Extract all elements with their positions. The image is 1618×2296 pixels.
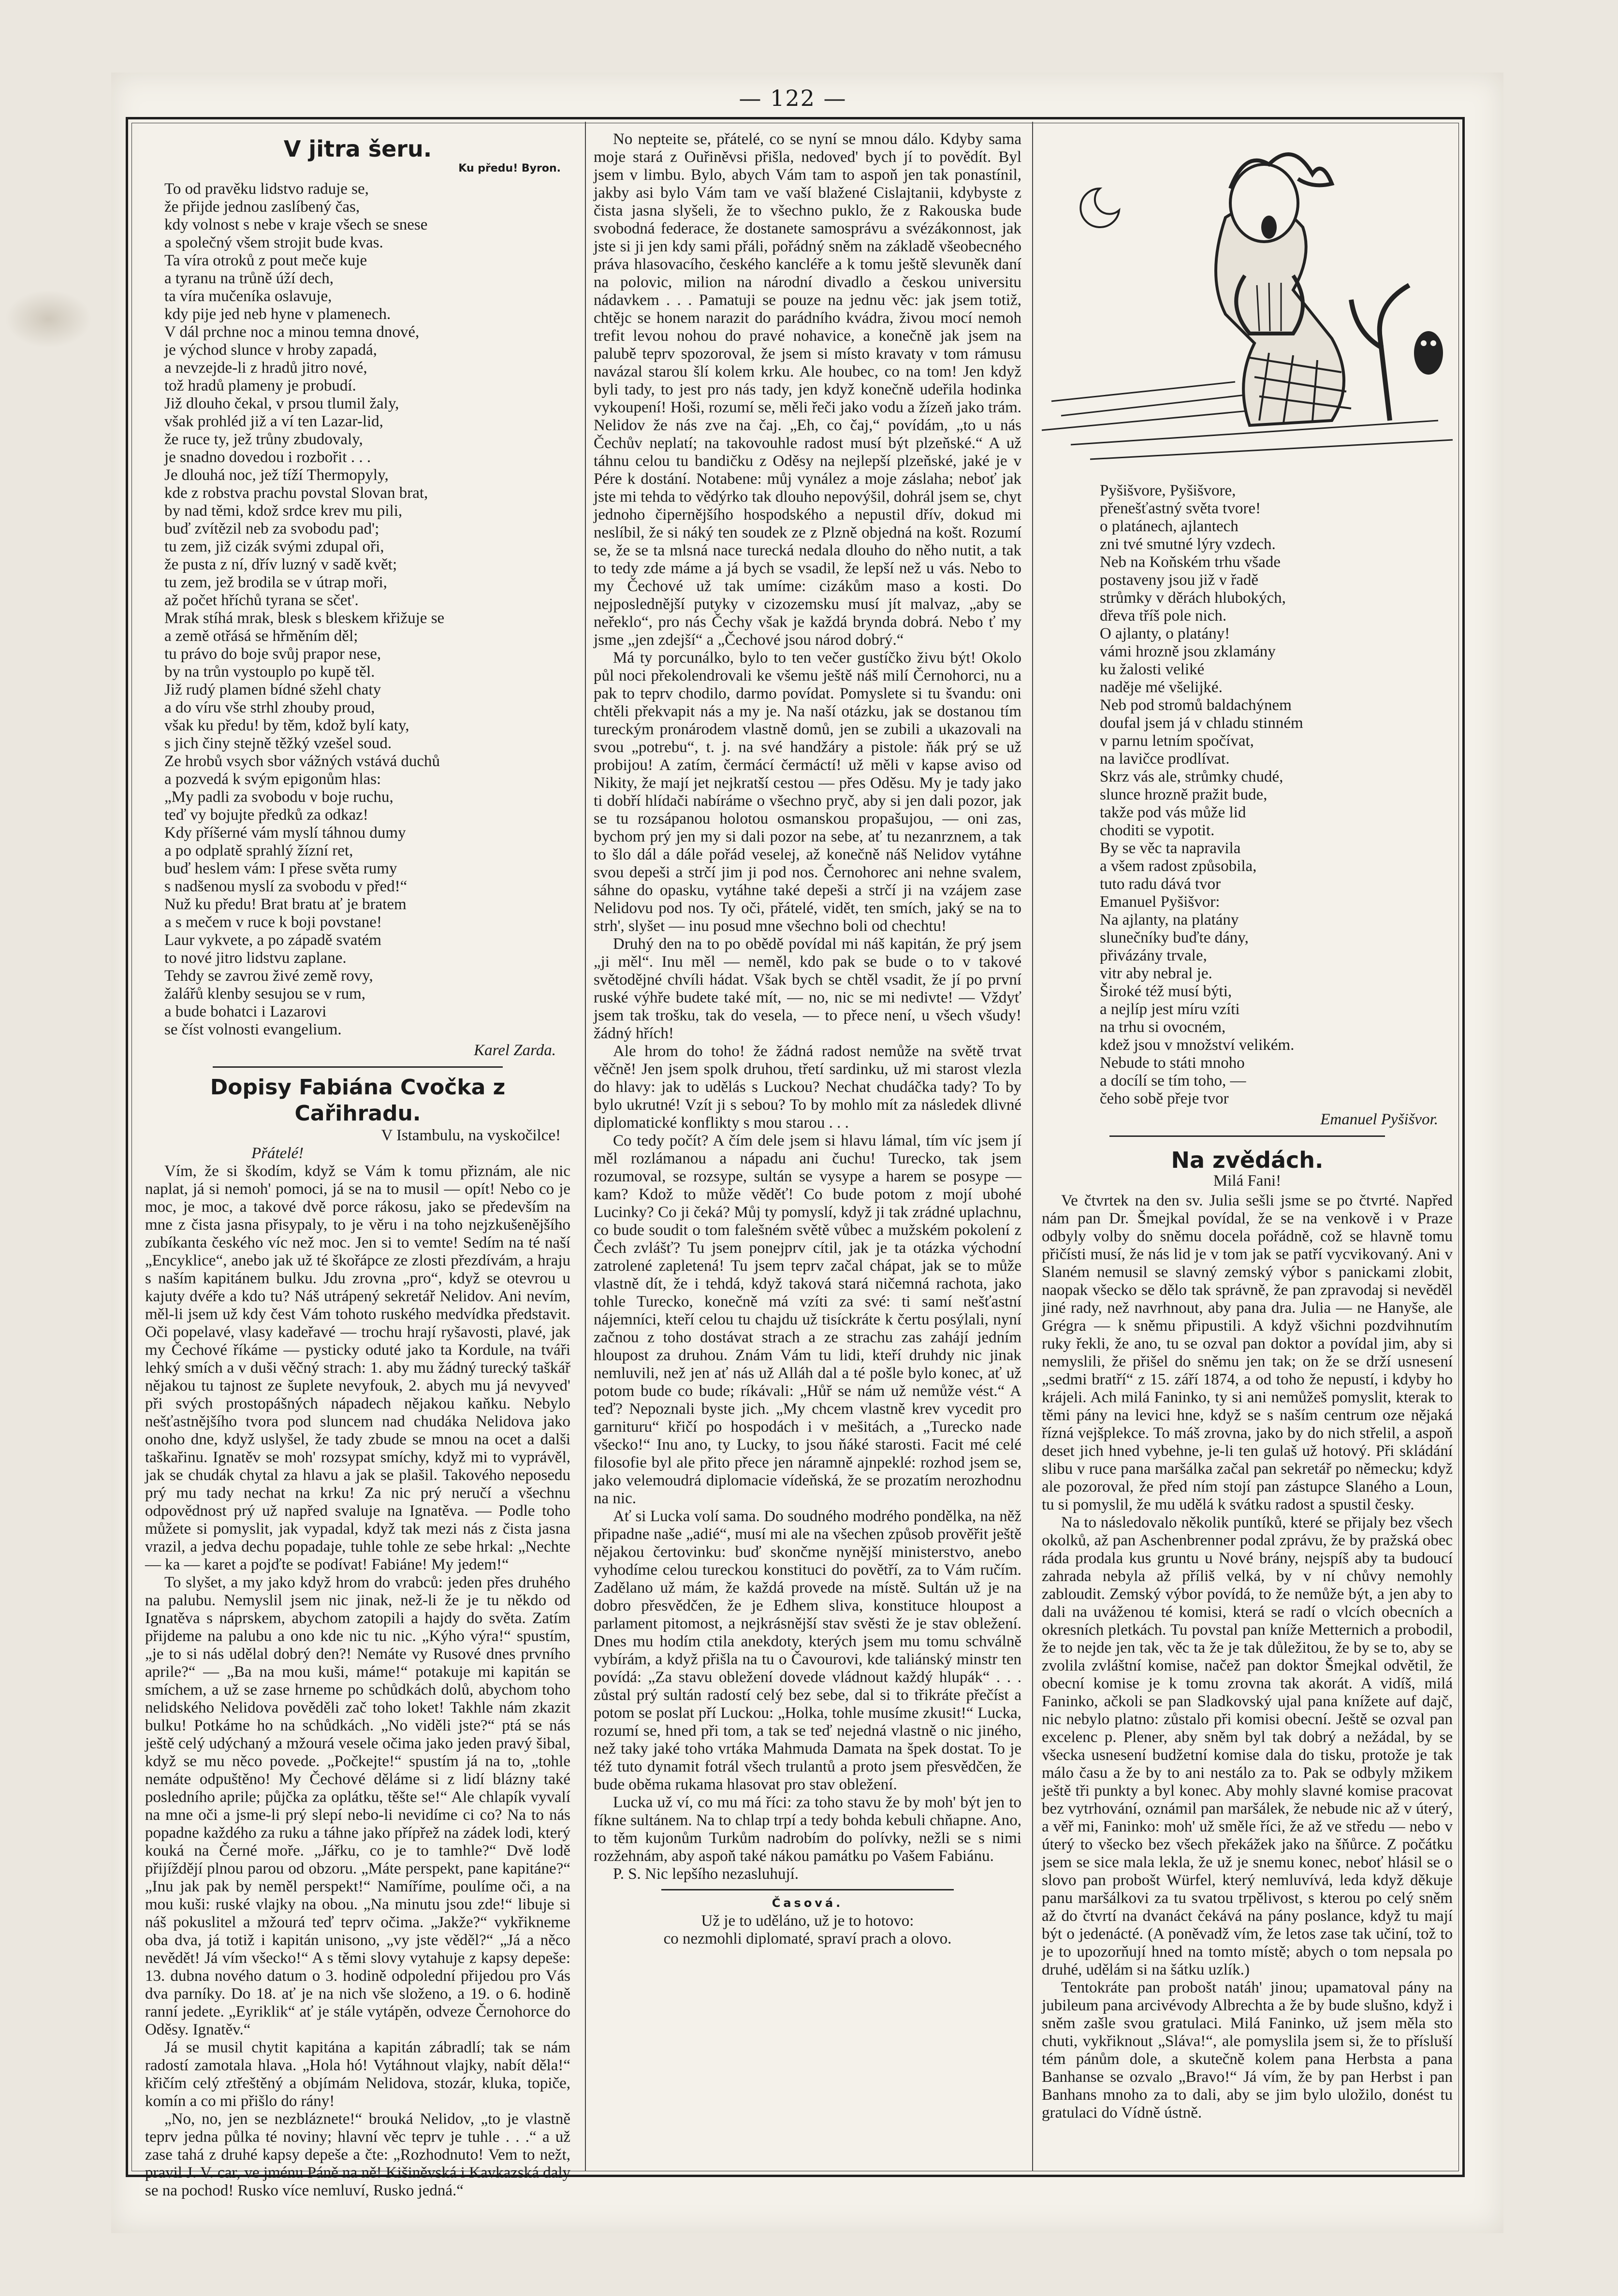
paragraph: Má ty porcunálko, bylo to ten večer gustíčko živu být! Okolo půl noci překolendrovali ke všemu ještě náš milí Černohorci, nu a pak to teprv chodilo, darmo povídat. Pomyslete si tu švandu: oni chtěli překvapit nás a my je. Na naší otázku, jak se dostanou tím tureckým pronárodem vlastně domů, jen se zubili a ukazovali na svou „potrebu“, t. j. na své handžáry a pistole: ňák prý se už probijou! A zatím, čermácí čermáctí! už měli v kapse aviso od Nikity, že mají jet nejkratší cestou — přes Oděsu. My je tady jako ti dobří hlídači nabíráme o všechno pryč, aby si jen dali pozor, jak se tu rozsápanou holotou osmanskou propašujou, — oni zas, bychom prý jen my si dali pozor na sebe, ať tu nezanrznem, a tak to šlo dál a dále pořád veselej, až konečně náš Nelidov vytáhne svou depeši a strčí jim ji pod nos. Černohorec ani nehne svalem, sáhne do opasku, vytáhne také depeši a strčí ji na vzájem zase Nelidovu pod nos. Ty oči, přátelé, vidět, ten smích, jaký se na to strh', slyšet — inu posud mne všechno boli od chechtu!	[594, 649, 1021, 935]
paragraph: Ve čtvrtek na den sv. Julia sešli jsme se po čtvrté. Napřed nám pan Dr. Šmejkal povídal, že se na venkově i v Praze odbyly volby do sněmu docela pořádně, což se hlavně tomu přičísti musí, že nás lid je v tom jak se patří vycvikovaný. Ani v Slaném nemusil se slavný zemský výbor s panickami zlobit, naopak všecko se dělo tak správně, že pan zpravodaj si nevěděl jiné rady, než navrhnout, aby pana dra. Julia — ne Hanyše, ale Grégra — k sněmu připustili. A když všichni pozdvihnutím ruky řekli, že ano, tu se ozval pan doktor a povídal jim, aby si nemyslili, že přišel do sněmu jen tak; on že se drží usnesení „sedmi bratří“ z 15. září 1874, a od toho že nepustí, i kdyby ho krájeli. Ach milá Faninko, ty si ani nemůžeš pomyslit, kterak to těmi pány na levici hne, když se s naším centrum oze nějaká řízná vejšplekce. To máš zrovna, jako by do nich střelil, a aspoň deset jich hned vybehne, je-li ten gulaš už hotový. Při skládání slibu v ruce pana maršálka začal pan sekretář po německu; když ale pozoroval, že před ním stojí pan zástupce Slaného a Loun, tu si pomyslil, že mu udělá k svátku radost a spustil česky.	[1042, 1192, 1453, 1513]
paragraph: Ať si Lucka volí sama. Do soudného modrého pondělka, na něž připadne naše „adié“, musí mi ale na všechen způsob prověřit ještě nějakou čertovinku: buď skončme nynější ministerstvo, anebo vyhodíme celou tureckou konstituci do povětří, za to Vám ručím. Zadělano už mám, že každá provede na místě. Sultán už je na dobro přesvědčen, že je Edhem sliva, konstituce hloupost a parlament pitomost, a nejkrásnější stav svěsti že je stav obležení. Dnes mu hodím ctila anekdoty, kterých jsem mu tomu schválně vybírám, a když přišla na tu o Čavourovi, kde taliánský minstr ten povídá: „Za stavu obležení dovede vládnout každý hlupák“ . . . zůstal prý sultán radostí celý bez sebe, dal si to třikráte přečíst a potom se poslat pří Luckou: „Holka, tohle musíme zkusit!“ Lucka, rozumí se, hned při tom, a tak se teď nejedná vlastně o nic jiného, než taky jaké toho vrtáka Mahmuda Damata na špek dostat. To je též tuto dynamit fotrál všech trulantů a proto jsem přesvědčen, že bude oběma rukama hlasovat pro stav obležení.	[594, 1508, 1021, 1793]
poem-text: To od pravěku lidstvo raduje se, že přijde jednou zaslíbený čas, kdy volnost s nebe v kraje všech se snese a společný všem strojit bude kvas. Ta víra otroků z pout meče kuje a tyranu na trůně úží dech, ta víra mučeníka oslavuje, kdy pije jed neb hyne v plamenech. V dál prchne noc a minou temna dnové, je východ slunce v hroby zapadá, a nevzejde-li z hradů jitro nové, tož hradů plameny je probudí. Již dlouho čekal, v prsou tlumil žaly, však prohléd již a ví ten Lazar-lid, že ruce ty, jež trůny zbudovaly, je snadno dovedou i rozbořit . . . Je dlouhá noc, jež tíží Thermopyly, kde z robstva prachu povstal Slovan brat, by nad těmi, kdož srdce krev mu pili, buď zvítězil neb za svobodu pad'; tu zem, již cizák svými zdupal oři, že pusta z ní, dřív luzný v sadě květ; tu zem, jež brodila se v útrap moři, až počet hříchů tyrana se sčet'. Mrak stíhá mrak, blesk s bleskem křižuje se a země otřásá se hřměním děl; tu právo do boje svůj prapor nese, by na trůn vystouplo po kupě těl. Již rudý plamen bídné sžehl chaty a do víru vše strhl zhouby proud, však ku předu! by těm, kdož bylí katy, s jich činy stejně těžký vzešel soud. Ze hrobů vsych sbor vážných vstává duchů a pozvedá k svým epigonům hlas: „My padli za svobodu v boje ruchu, teď vy bojujte předků za odkaz! Kdy příšerné vám myslí táhnou dumy a po odplatě sprahlý žízní ret, buď heslem vám: I přese světa rumy s nadšenou myslí za svobodu v před!“ Nuž ku předu! Brat bratu ať je bratem a s mečem v ruce k boji povstane! Laur vykvete, a po západě svatém to nové jitro lidstvu zaplane. Tehdy se zavrou živé země rovy, žalářů klenby sesujou se v rum, a bude bohatci i Lazarovi se číst volnosti evangelium.	[164, 180, 445, 1038]
poem-epigraph: Ku předu! Byron.	[458, 162, 561, 174]
article-title: Na zvědách.	[1171, 1147, 1324, 1173]
paragraph: Druhý den na to po obědě povídal mi náš kapitán, že prý jsem „ji měl“. Inu měl — neměl, kdo pak se bude o to v takové světodějné chvíli hádat. Však bych se chtěl vsadit, že jí po první ruské výhře budete také mít, — no, nic se mi nedivte! — Vždyť jsem tak trošku, tak do vesela, — to přece není, u všech všudy! žádný hřích!	[594, 935, 1021, 1042]
letter-greeting: Přátelé!	[251, 1145, 304, 1162]
letter-place: V Istambulu, na vyskočilce!	[381, 1127, 561, 1144]
paragraph: Na to následovalo několik puntíků, které se přijaly bez všech okolků, až pan Aschenbrenner podal zprávu, že by pražská obec ráda prodala kus gruntu u Nové brány, nejspíš aby ta budoucí zahrada nebyla až příliš velká, by v ní chůvy nemohly zabloudit. Zemský výbor povídá, to že nemůže být, a jen aby to dali na uváženou té komisi, která se radí o vlcích obecních a okresních pletkách. Tu povstal pan kníže Metternich a probodil, že to nejde jen tak, věc ta že je tak důležitou, že by se to, aby se zvolila zvláštní komise, načež pan doktor Šmejkal odvětil, že obecní komise je k tomu zrovna tak akorát. A vidíš, milá Faninko, ačkoli se pan Sladkovský ujal pana knížete auf dajč, nic nebylo platno: zůstalo při komisi obecní. Ještě se ozval pan excelenc p. Plener, aby sněm byl tak dobrý a nežádal, by se všecka usnesení budžetní komise dala do tisku, protože je tak málo času a že by to ani nestálo za to. Pak se odbyly mžikem ještě tři punkty a byl konec. Aby mohly slavné komise pracovat bez vytrhování, oznámil pan maršálek, že nebude nic až v úterý, a věř mi, Faninko: moh' už směle říci, že až ve středu — nebo v úterý to všecko bez všech překážek jako na šňůrce. Z počátku jsem se sice mala lekla, že už je snemu konec, neboť hlásil se o slovo pan probošt Würfel, který nemluvívá, leda když děkuje panu maršálkovi za tu svatou trpělivost, s kterou po celý sněm až do čtvrtí na dvanáct čekává na pány poslance, když tu mají být o jedenácté. (A poněvadž vím, že letos zase tak učiní, tož to je to upozorňují hned na tomto místě; abych o tom nepsala po druhé, udělám si na šátku uzlík.)	[1042, 1514, 1453, 1978]
article-title: Dopisy Fabiána Cvočka z Cařihradu.	[210, 1075, 506, 1126]
postscript: P. S. Nic lepšího nezasluhují.	[613, 1865, 799, 1883]
poem-text: Pyšišvore, Pyšišvore, přenešťastný světa tvore! o platánech, ajlantech zni tvé smutné lýry vzdech. Neb na Koňském trhu všade postaveny jsou již v řadě strůmky v děrách hlubokých, dřeva tříš pole nich. O ajlanty, o platány! vámi hrozně jsou zklamány ku žalosti veliké naděje mé všelijké. Neb pod stromů baldachýnem doufal jsem já v chladu stinném v parnu letním spočívat, na lavičce prodlívat. Skrz vás ale, strůmky chudé, slunce hrozně pražit bude, takže pod vás může lid choditi se vypotit. By se věc ta napravila a všem radost způsobila, tuto radu dává tvor Emanuel Pyšišvor: Na ajlanty, na platány slunečníky buďte dány, přivázány trvale, vitr aby nebral je. Široké též musí býti, a nejlíp jest míru vzíti na trhu si ovocném, kdež jsou v množství velikém. Nebude to státi mnoho a docílí se tím toho, — čeho sobě přeje tvor	[1100, 482, 1303, 1107]
divider	[1109, 1135, 1385, 1137]
paragraph: No nepteite se, přátelé, co se nyní se mnou dálo. Kdyby sama moje stará z Ouřiněvsi přišla, nedoved' bych jí to povědít. Byl jsem v limbu. Bylo, abych Vám tam to aspoň jen tak ponastínil, jakby asi bylo Vám tam ve vaší blažené Cislajtanii, kdybyste z čista jasna slyšeli, že to všechno puklo, že z Rakouska bude svobodná federace, že dostanete samosprávu a svézákonnost, jak jste si ji jen kdy sami přáli, pořádný sněm na základě všeobecného práva hlasovacího, českého kancléře a k tomu ještě slevuněk daní na polovic, milion na národní divadlo a českou universitu nádavkem . . . Pamatuji se pouze na jednu věc: jak jsem totiž, chtějc se honem narazit do parádního kvádra, živou mocí nemoh trefit levou nohou do pravé nohavice, a konečně jak jsem na palubě teprv spozoroval, že jsem si místo kravaty v tom rámusu navázal starou šlí kolem krku. Ale houbec, co na tom! Jen když byli tady, to jest pro nás tady, jen když konečně udeřila hodinka vykoupení! Hoši, rozumí se, měli řeči jako vodu a žízeň jako trám. Nelidov že nás zve na čaj. „Eh, co čaj,“ povídám, „to u nás Čechův neplatí; na takovouhle radost musí být plzeňské.“ A už táhnu celou tu bandičku z Oděsy na nejlepší plzeňské, jaké je v Pére k dostání. Notabene: můj vynález a moje záslaha; neboť jak jste mi tehda to vědýrko tak dlouho nepovýšil, dohrál jsem se, chyt jednoho čipernějšího hospodského a nepustil dřív, dokud mi neslíbil, že si náký ten soudek ze z Plzně objedná na košt. Rozumí se, že se ta mlsná nace turecká nedala dlouho do něho nutit, a tak to tedy zde máme a já bych se vsadil, že lepší než u vás. Nebo to my Čechové už tak umíme: cizákům maso a kosti. Do nejposlednější putyky v cizozemsku musí jít malvaz, „aby se neřeklo“, pro nás Čechy však je každá brynda dobrá. Nebo ť my jsme „jen zdejší“ a „Čechové jsou národ dobrý.“	[594, 131, 1021, 649]
paragraph: „No, no, jen se nezbláznete!“ brouká Nelidov, „to je vlastně teprv jedna půlka té noviny; hlavní věc teprv je tuhle . . .“ a už zase tahá z druhé kapsy depeše a čte: „Rozhodnuto! Vem to nežt, pravil J. V. car, ve jménu Páně na ně! Kišiněvská i Kavkazská daly se na pochod! Rusko více nemluví, Rusko jedná.“	[145, 2110, 570, 2199]
poem-title: V jitra šeru.	[283, 136, 432, 162]
divider	[213, 1066, 503, 1068]
page-number: — 122 —	[739, 85, 847, 111]
paragraph: Co tedy počít? A čím dele jsem si hlavu lámal, tím víc jsem jí měl rozlámanou a nápadu ani čuchu! Turecko, tak jsem rozumoval, se rozsype, sultán se vysype a harem se posype — kam? Kdož to může věděť! Co bude potom z mojí ubohé Lucinky? Co ji čeká? Můj ty pomyslí, když ji tak zrádné uplachnu, co bude soudit o tom falešném světě vůbec a mužském pokolení z Čech zvlášť? Tu jsem ponejprv cítil, jak je ta otázka východní zatrolené zapletená! Tu jsem teprv začal chápat, jak se to může vlastně dít, že i tehdá, když taková stará ničemná rachota, jako tohle Turecko, konečně má vzíti za své: ti samí nešťastní nájemníci, kteří celou tu chajdu už tisíckráte k čertu posýlali, nyní začnou z toho dostávat strach a ze strachu zas zahájí jedním hloupost za druhou. Znám Vám tu lidi, kteří druhdy nic jinak nemluvili, než jen ať nás už Alláh dal a té pošle bylo konec, ať už potom bude co bude; ríkávali: „Hůř se nám už nemůže vést.“ A teď? Nepoznali byste jich. „My chcem vlastně krev vycedit pro garnituru“ křičí po hospodách i v mešitách, a „Turecko nade všecko!“ Inu ano, ty Lucky, to jsou ňáké starosti. Facit mé celé filosofie byl ale přito přece jen náramně ajnpeklé: rozhod jsem se, jako velemoudrá diplomacie vídeňská, že se prozatím nerozhodnu na nic.	[594, 1132, 1021, 1507]
letter-greeting: Milá Fani!	[1213, 1172, 1282, 1190]
couplet-line: co nezmohli diplomaté, spraví prach a olovo.	[663, 1930, 952, 1947]
column-rule	[585, 122, 586, 2171]
paragraph: Já se musil chytit kapitána a kapitán zábradlí; tak se nám radostí zamotala hlava. „Hola hó! Vytáhnout vlajky, nabít děla!“ křičím celý ztřeštěný a objímám Nelidova, stozár, kluka, topiče, komín a co mi přišlo do rány!	[145, 2039, 570, 2110]
column-3	[1042, 131, 1453, 2165]
paragraph: To slyšet, a my jako když hrom do vrabců: jeden přes druhého na palubu. Nemyslil jsem nic jinak, než-li že je tu někdo od Ignatěva s náprskem, abychom zatopili a hajdy do světa. Zatím přijdeme na palubu a ono kde nic tu nic. „Kýho výra!“ spustím, „je to si nás udělal dobrý den?! Nemáte vy Rusové dnes prvního aprile?“ — „Ba na mou kuši, máme!“ potakuje mi kapitán se smíchem, a už se zase hrneme po schůdkách dolů, abychom toho nelidského Nelidova pověděli zač toho loket! Takhle nám zkazit bulku! Potkáme ho na schůdkách. „No viděli jste?“ ptá se nás ještě celý udýchaný a mžourá vesele očima jako jeden pravý šibal, když se mu něco povede. „Počkejte!“ spustím já na to, „tohle nemáte odpuštěno! My Čechové děláme si z lidí blázny také posledního aprile; půjčka za oplátku, těšte se!“ Ale chlapík vyvalí na mne oči a jsme-li prý slepí nebo-li nevidíme ci co? Na to nás popadne každého za ruku a táhne jako přípřež na zádek lodi, který kouká na Černé moře. „Jářku, co je to tamhle?“ Dvě lodě přijíždějí plnou parou od obzoru. „Máte perspekt, pane kapitáne?“ „Inu jak pak by neměl perspekt!“ Namíříme, poulíme oči, a na mou kuši: ruské vlajky na obou. „Na minutu jsou zde!“ libuje si náš pokuslitel a mžourá teď teprv očima. „Jakže?“ vykřikneme oba dva, já totiž i kapitán unisono, „vy jste věděl?“ „Já a něco nevědět! Já vím všecko!“ A s těmi slovy vytahuje z kapsy depeše: 13. dubna nového datum o 3. hodině odpolední přijedou pro Vás dva parníky. Do 18. ať je na nich vše složeno, a 19. o 6. hodině ranní jedete. „Eyriklik“ ať je stále vytápěn, odveze Černohorce do Oděsy. Ignatěv.“	[145, 1574, 570, 2038]
paragraph: Ale hrom do toho! že žádná radost nemůže na světě trvat věčně! Jen jsem spolk druhou, třetí sardinku, už mi starost vlezla do hlavy: jak to udělás s Luckou? Nechat chudáčka tady? To by bylo ukrutné! Vzít ji s sebou? To by mohlo mít za následek dlivné diplomatické konflikty s mou starou . . .	[594, 1043, 1021, 1132]
column-2	[594, 131, 1021, 2165]
column-rule	[1032, 122, 1033, 2171]
paragraph: Lucka už ví, co mu má říci: za toho stavu že by moh' být jen to fíkne sultánem. Na to chlap trpí a tedy bohda kebuli chňapne. Ano, to těm kujonům Turkům nadrobím do polívky, nežli se s nimi rozžehnám, aby aspoň také nákou památku po Vašem Fabiánu.	[594, 1794, 1021, 1865]
column-1	[145, 131, 570, 2199]
poem-author: Karel Zarda.	[474, 1042, 556, 1059]
paper-stain	[5, 290, 92, 348]
section-head: Časová.	[772, 1896, 844, 1910]
paragraph: Vím, že si škodím, když se Vám k tomu přiznám, ale nic naplat, já si nemoh' pomoci, já se na to musil — opít! Nebo co je moc, je moc, a takové dvě porce rákosu, jako se především na mne z čista jasna přisypaly, to je věru i na toho nejzkušenějšího zubíkanta českého víc než moc. Jen si to vemte! Sedím na té naší „Encyklice“, anebo jak už té škořápce ze zlosti přezdívám, a hraju s naším kapitánem bulku. Jdu zrovna „pro“, když se otevrou u kajuty dvéře a kdo tu? Náš utrápený sekretář Nelidov. Ani nevím, měl-li jsem už kdy čest Vám tohoto ruského medvídka představit. Oči popelavé, vlasy kadeřavé — trochu hrají ryšavosti, plavé, jak my Čechové říkáme — pysticky oduté jako ta Kordule, na tváři lehký smích a v duši věčný strach: 1. aby mu žádný turecký taškář nějakou tu tajnost ze šuplete nevyfouk, 2. abych mu já nevyved' při svých prostopášných nápadech nějakou kaňku. Nebylo nešťastnějšího tvora pod sluncem nad chudáka Nelidova jako onoho dne, když uslyšel, že tady zbude se mnou na ocet a dalši taškařinu. Ignatěv se moh' rozsypat smíchy, když mi to vyprávěl, jak se chudák chytal za hlavu a jak se plašil. Takového neposedu prý mu tady nechat na krku! Za nic prý neručí a všechnu odpovědnost prý už napřed svaluje na Ignatěva. — Podle toho můžete si pomyslit, jak vypadal, když tak mezi nás z čista jasna vrazil, a jedva dechu popadaje, tuhle tohle ze sebe hrkal: „Nechte — ka — karet a pojďte se podívat! Fabiáne! My jedem!“	[145, 1163, 570, 1573]
poem-author: Emanuel Pyšišvor.	[1320, 1111, 1438, 1128]
illustration-lyre-player	[1042, 131, 1453, 469]
divider	[661, 1889, 954, 1890]
paragraph: Tentokráte pan probošt natáh' jinou; upamatoval pány na jubileum pana arcivévody Albrechta a že by bude slušno, když i sněm zašle svou gratulaci. Milá Faninko, už jsem měla sto chuti, vykřiknout „Sláva!“, ale pomyslila jsem si, že to přísluší tém pánům dole, a skutečně kolem pana Herbsta a pana Banhanse se ozvalo „Bravo!“ Já vím, že by pan Herbst i pan Banhans mnoho za to dali, aby se jim bylo uložilo, donést tu gratulaci do Vídně ústně.	[1042, 1979, 1453, 2122]
couplet-line: Už je to uděláno, už je to hotovo:	[701, 1912, 914, 1930]
